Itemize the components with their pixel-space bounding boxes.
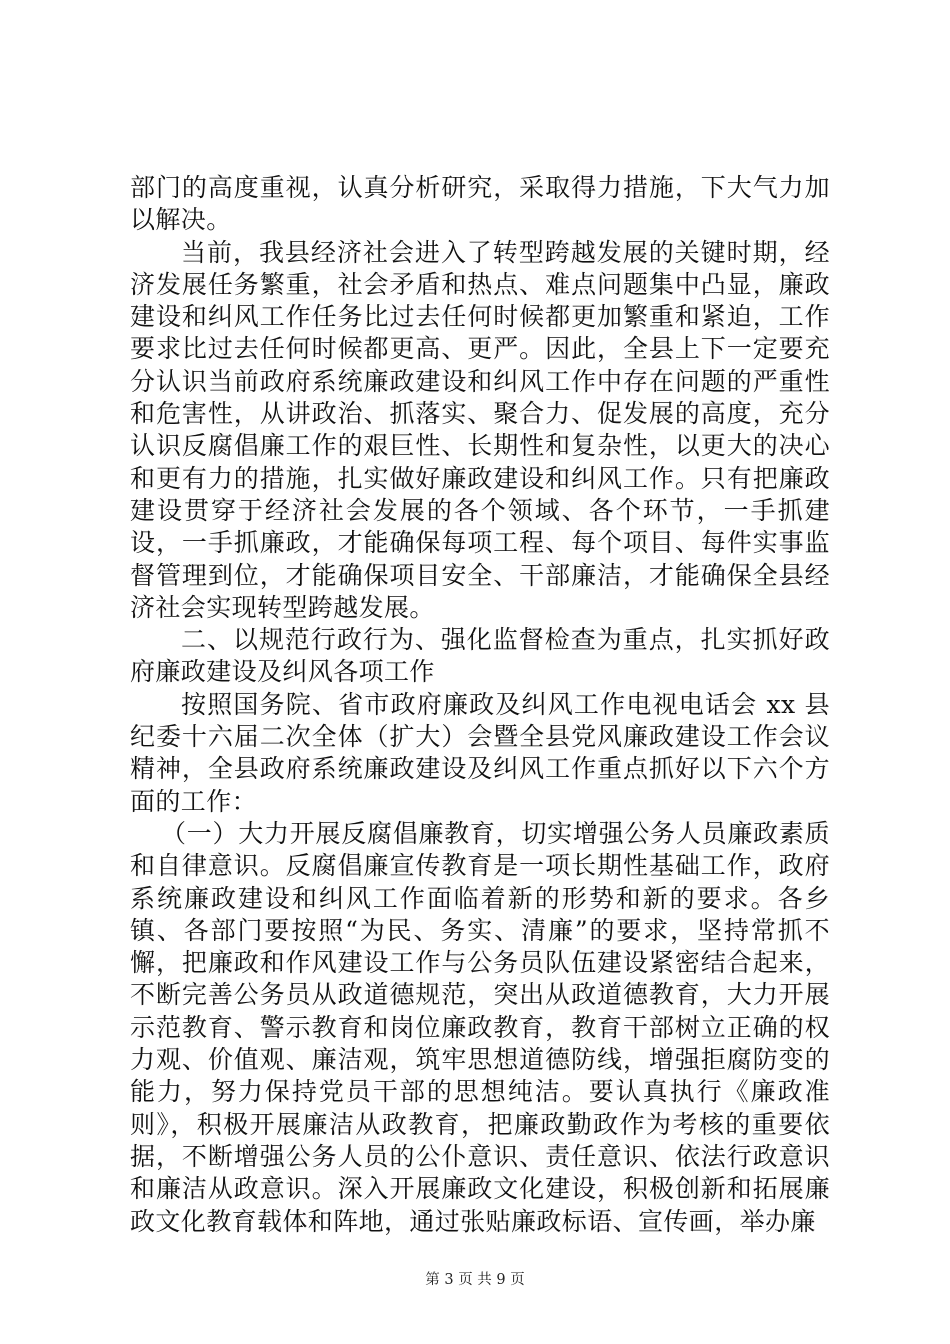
paragraph-meeting-spirit: 按照国务院、省市政府廉政及纠风工作电视电话会 xx 县纪委十六届二次全体（扩大）会暨全县党风廉政建设工作会议精神，全县政府系统廉政建设及纠风工作重点抓好以下六个方面的工作：	[130, 689, 830, 816]
body-text	[130, 172, 830, 1238]
section-heading-two: 二、以规范行政行为、强化监督检查为重点，扎实抓好政府廉政建设及纠风各项工作	[130, 625, 830, 687]
paragraph-current-situation: 当前，我县经济社会进入了转型跨越发展的关键时期，经济发展任务繁重，社会矛盾和热点、难点问题集中凸显，廉政建设和纠风工作任务比过去任何时候都更加繁重和紧迫，工作要求比过去任何时候都更高、更严。因此，全县上下一定要充分认识当前政府系统廉政建设和纠风工作中存在问题的严重性和危害性，从讲政治、抓落实、聚合力、促发展的高度，充分认识反腐倡廉工作的艰巨性、长期性和复杂性，以更大的决心和更有力的措施，扎实做好廉政建设和纠风工作。只有把廉政建设贯穿于经济社会发展的各个领域、各个环节，一手抓建设，一手抓廉政，才能确保每项工程、每个项目、每件实事监督管理到位，才能确保项目安全、干部廉洁，才能确保全县经济社会实现转型跨越发展。	[130, 237, 830, 622]
paragraph-item-one: （一）大力开展反腐倡廉教育，切实增强公务人员廉政素质和自律意识。反腐倡廉宣传教育是一项长期性基础工作，政府系统廉政建设和纠风工作面临着新的形势和新的要求。各乡镇、各部门要按照“为民、务实、清廉”的要求，坚持常抓不懈，把廉政和作风建设工作与公务员队伍建设紧密结合起来，不断完善公务员从政道德规范，突出从政道德教育，大力开展示范教育、警示教育和岗位廉政教育，教育干部树立正确的权力观、价值观、廉洁观，筑牢思想道德防线，增强拒腐防变的能力，努力保持党员干部的思想纯洁。要认真执行《廉政准则》，积极开展廉洁从政教育，把廉政勤政作为考核的重要依据，不断增强公务人员的公仆意识、责任意识、依法行政意识和廉洁从政意识。深入开展廉政文化建设，积极创新和拓展廉政文化教育载体和阵地，通过张贴廉政标语、宣传画，举办廉	[130, 818, 830, 1236]
page-footer: 第 3 页 共 9 页	[425, 1272, 525, 1288]
paragraph-continuation: 部门的高度重视，认真分析研究，采取得力措施，下大气力加以解决。	[130, 173, 830, 235]
